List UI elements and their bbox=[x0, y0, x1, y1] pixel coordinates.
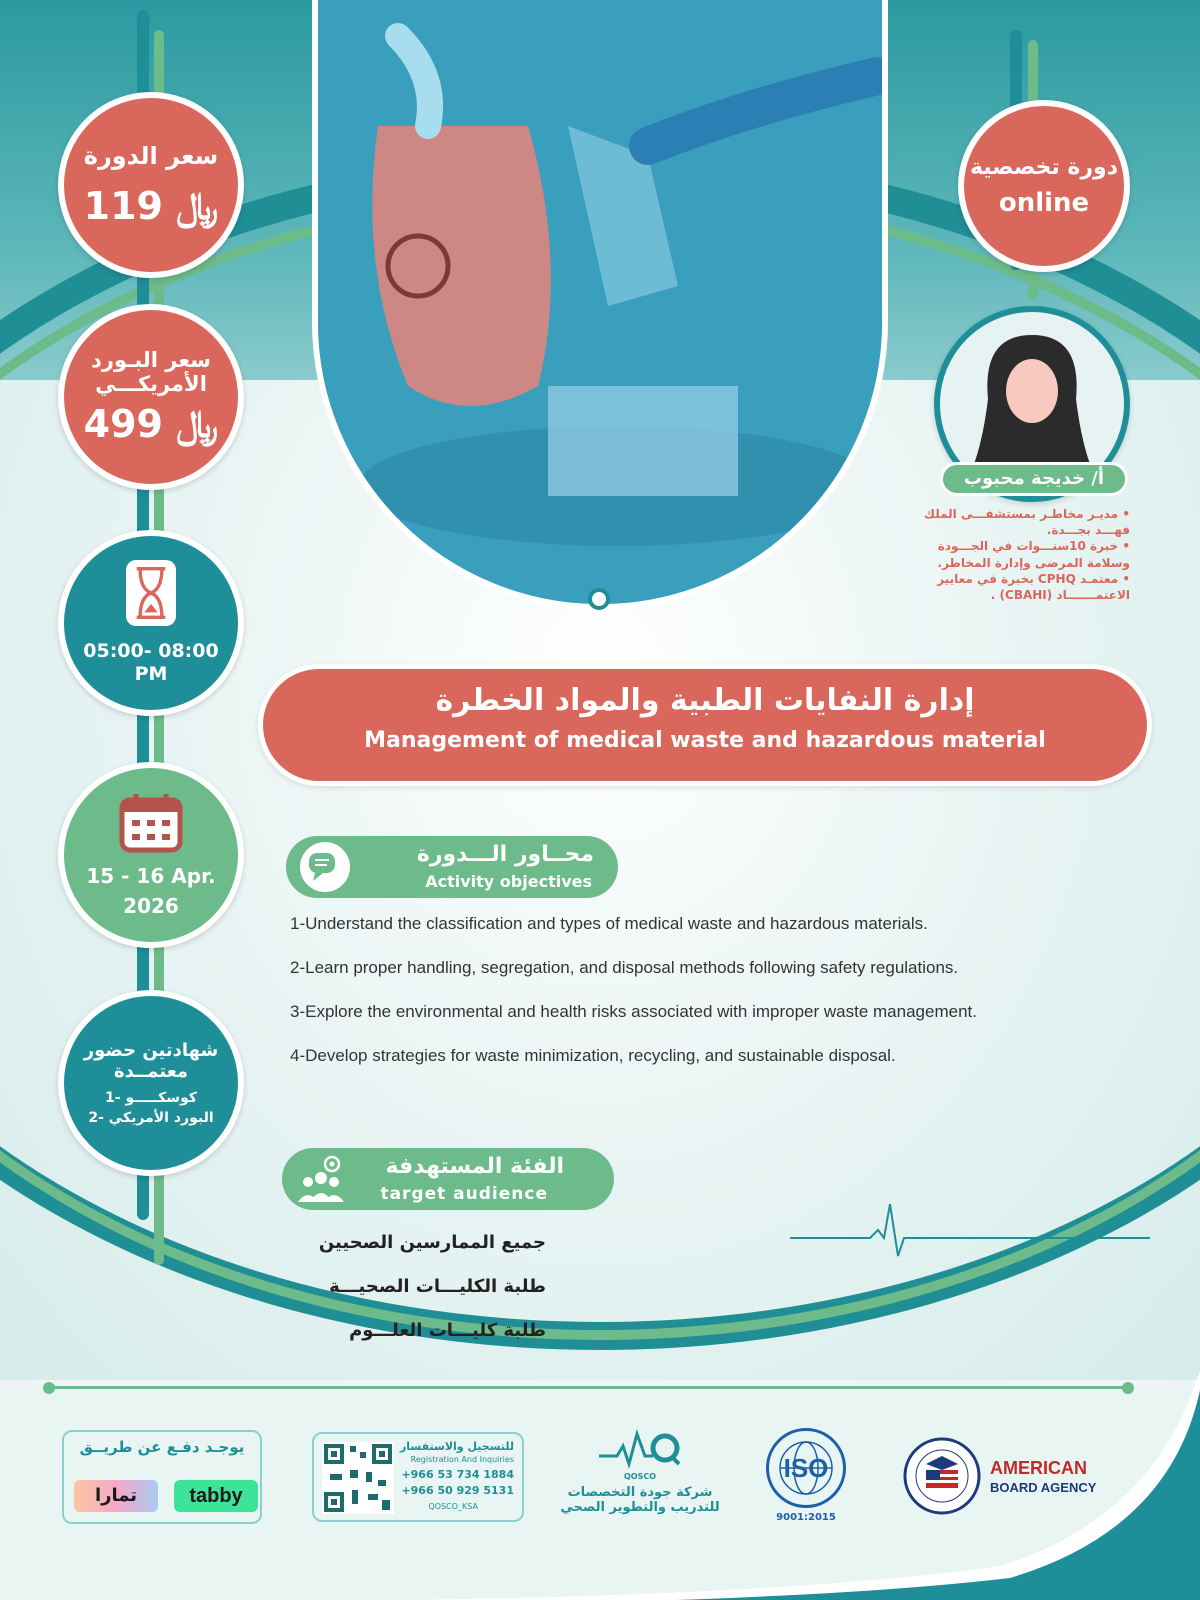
divider-dot bbox=[43, 1382, 55, 1394]
date-line2: 2026 bbox=[123, 894, 179, 918]
audience-icon bbox=[294, 1154, 348, 1206]
photo-anchor-dot bbox=[588, 588, 610, 610]
bio-item: • خبرة 10سنـــوات في الجـــودة وسلامة المرضى وإدارة المخاطر. bbox=[937, 539, 1130, 570]
aba-name-line2: BOARD AGENCY bbox=[990, 1480, 1097, 1495]
objective-item: 4-Develop strategies for waste minimization, recycling, and sustainable disposal. bbox=[290, 1046, 896, 1065]
time-badge bbox=[58, 530, 244, 716]
cert-item1: 1- كوسكـــــو bbox=[105, 1090, 197, 1106]
aba-name-line1: AMERICAN bbox=[990, 1458, 1087, 1478]
payment-title: يوجـد دفـع عن طريــق bbox=[79, 1438, 245, 1456]
social-handle[interactable]: QOSCO_KSA bbox=[428, 1502, 478, 1511]
objective-item: 1-Understand the classification and types of medical waste and hazardous materials. bbox=[290, 914, 928, 933]
divider-dot bbox=[1122, 1382, 1134, 1394]
objectives-title-en: Activity objectives bbox=[425, 872, 592, 891]
avatar-icon bbox=[962, 329, 1102, 479]
phone-1[interactable]: +966 53 734 1884 bbox=[401, 1468, 514, 1481]
iso-number: 9001:2015 bbox=[776, 1512, 836, 1523]
cert-item2: 2- البورد الأمريكي bbox=[88, 1110, 214, 1126]
aba-logo bbox=[902, 1436, 1112, 1516]
company-name-line2: للتدريب والتطوير الصحي bbox=[560, 1500, 720, 1515]
audience-item: طلبة الكليـــات الصحيـــة bbox=[329, 1276, 546, 1297]
hourglass-icon bbox=[126, 560, 176, 626]
board-price-badge bbox=[58, 304, 244, 490]
objectives-title-ar: محــاور الـــدورة bbox=[416, 842, 594, 867]
objective-item: 2-Learn proper handling, segregation, and disposal methods following safety regulations. bbox=[290, 958, 959, 977]
board-label-line2: الأمريكـــي bbox=[95, 371, 207, 396]
iso-text: ISO bbox=[783, 1452, 829, 1483]
qosco-pulse-icon bbox=[595, 1428, 685, 1468]
aba-seal-icon bbox=[902, 1436, 982, 1516]
audience-item: طلبة كليـــات العلـــوم bbox=[349, 1320, 546, 1341]
qosco-logo bbox=[560, 1428, 720, 1528]
registration-box bbox=[312, 1432, 524, 1522]
cert-title-line2: معتمــدة bbox=[113, 1061, 189, 1082]
tamara-logo: تمارا bbox=[74, 1480, 158, 1512]
bio-item: • معتمـد CPHQ بخبرة في معايير الاعتمـــــــاد (CBAHI) . bbox=[937, 571, 1130, 602]
price-value: 119 ﷼ bbox=[83, 183, 219, 228]
qosco-wordmark: QOSCO bbox=[623, 1472, 657, 1481]
board-label-line1: سعر البـورد bbox=[91, 347, 211, 372]
bio-item: • مديـر مخاطـر بمستشفـــى الملك فهـــد بجـــدة. bbox=[924, 507, 1130, 538]
tabby-logo: tabby bbox=[174, 1480, 258, 1512]
payment-box bbox=[62, 1430, 262, 1524]
calendar-icon bbox=[118, 792, 184, 854]
price-label: سعر الدورة bbox=[83, 141, 219, 170]
time-text: 05:00- 08:00 PM bbox=[83, 640, 219, 685]
board-price-value: 499 ﷼ bbox=[83, 401, 219, 446]
course-title-ar: إدارة النفايات الطبية والمواد الخطرة bbox=[435, 683, 975, 718]
course-type-badge bbox=[958, 100, 1130, 272]
certificate-badge bbox=[58, 990, 244, 1176]
course-type-line2: online bbox=[998, 187, 1090, 218]
register-title-en: Registration And Inquiries bbox=[410, 1455, 514, 1464]
phone-2[interactable]: +966 50 929 5131 bbox=[401, 1484, 514, 1497]
heartbeat-line bbox=[790, 1200, 1150, 1260]
instructor-name: أ/ خديجة محبوب bbox=[940, 462, 1128, 496]
course-title-banner bbox=[258, 664, 1152, 786]
audience-title-en: target audience bbox=[380, 1184, 548, 1204]
course-price-badge bbox=[58, 92, 244, 278]
audience-header bbox=[282, 1148, 614, 1210]
objectives-header bbox=[286, 836, 618, 898]
iso-logo bbox=[756, 1428, 856, 1528]
qr-code-icon[interactable] bbox=[322, 1442, 394, 1514]
course-title-en: Management of medical waste and hazardous material bbox=[364, 728, 1046, 753]
objective-item: 3-Explore the environmental and health risks associated with improper waste management. bbox=[290, 1002, 977, 1021]
cert-title-line1: شهادتين حضور bbox=[83, 1040, 219, 1061]
date-line1: 15 - 16 Apr. bbox=[86, 864, 216, 888]
hero-photo bbox=[312, 0, 888, 610]
register-title-ar: للتسجيل والاستفسار bbox=[399, 1440, 514, 1453]
chat-icon bbox=[300, 842, 350, 892]
company-name-line1: شركة جودة التخصصات bbox=[567, 1485, 713, 1500]
date-badge bbox=[58, 762, 244, 948]
audience-item: جميع الممارسين الصحيين bbox=[318, 1232, 546, 1253]
audience-title-ar: الفئة المستهدفة bbox=[385, 1154, 564, 1179]
course-type-line1: دورة تخصصية bbox=[969, 154, 1119, 180]
instructor-bio bbox=[920, 506, 1130, 603]
footer-divider bbox=[48, 1386, 1128, 1389]
